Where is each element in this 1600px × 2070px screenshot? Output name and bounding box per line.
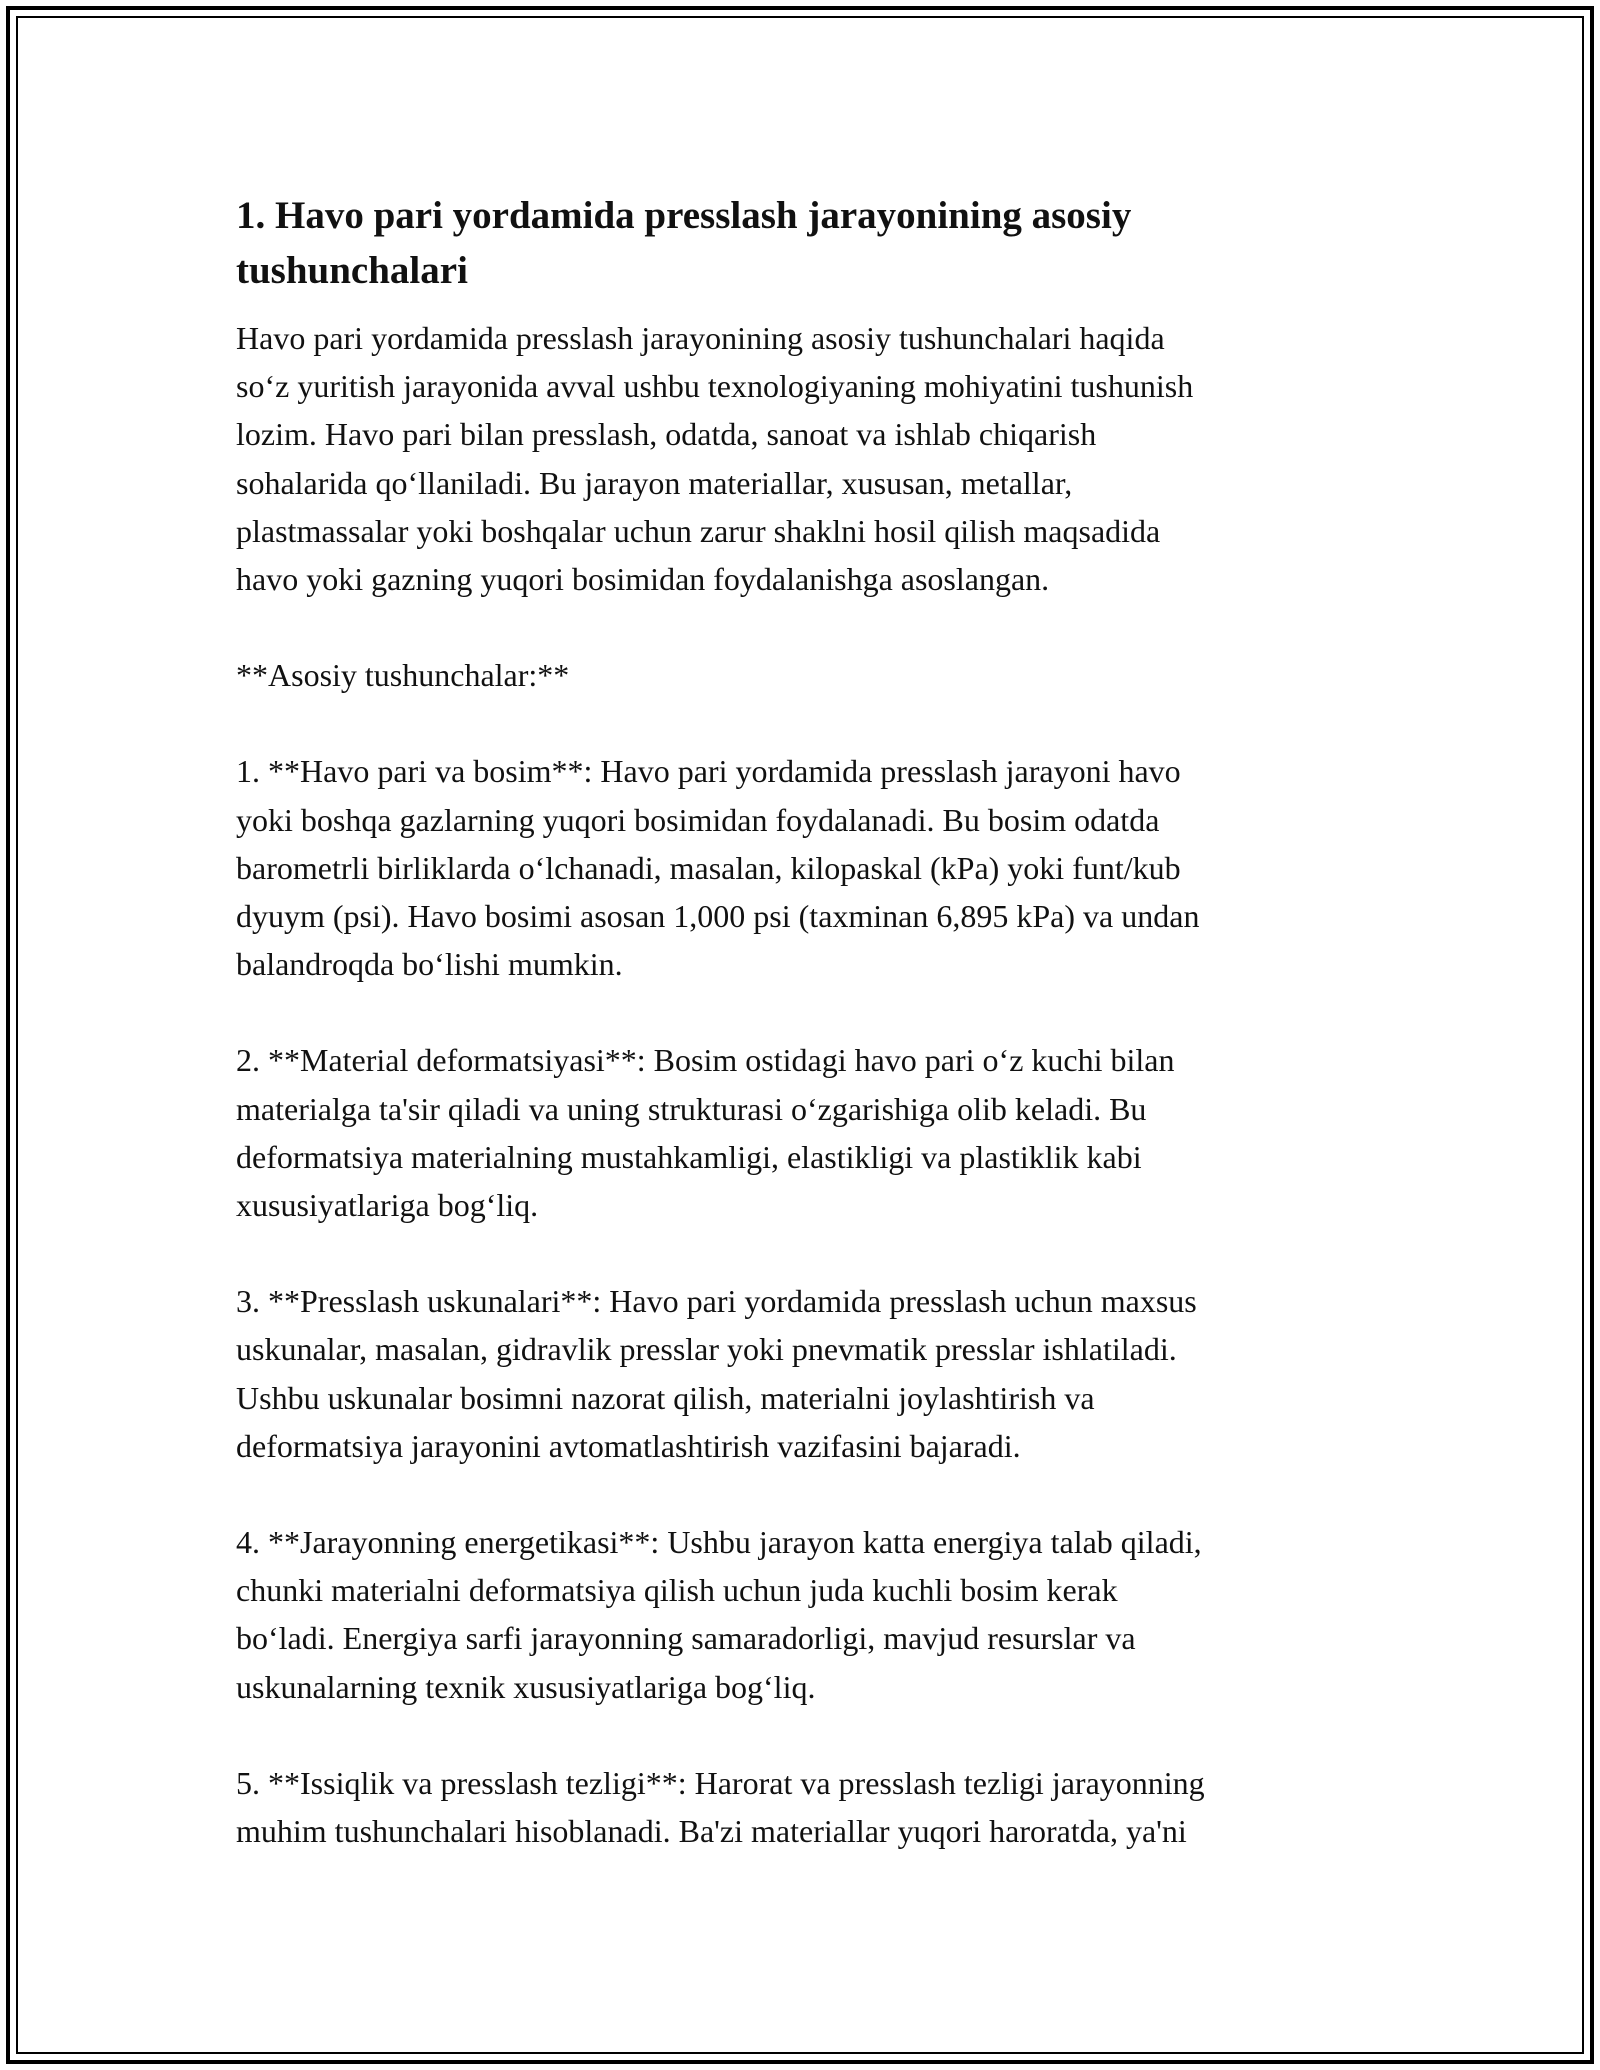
list-item-paragraph-3: 3. **Presslash uskunalari**: Havo pari yordamida presslash uchun maxsus uskunalar, masalan, gidravlik presslar yoki pnevmatik presslar ishlatiladi. Ushbu uskunalar bosimni nazorat qilish, materialni joylashtirish va deformatsiya jarayonini avtomatlashtirish vazifasini bajaradi.: [236, 1283, 1197, 1464]
section-heading-paragraph: **Asosiy tushunchalar:**: [236, 657, 570, 694]
document-body: [236, 188, 1366, 1903]
list-item-paragraph-5: 5. **Issiqlik va presslash tezligi**: Harorat va presslash tezligi jarayonning muhim tushunchalari hisoblanadi. Ba'zi materiallar yuqori haroratda, ya'ni: [236, 1764, 1205, 1850]
list-item-paragraph-1: 1. **Havo pari va bosim**: Havo pari yordamida presslash jarayoni havo yoki boshqa gazlarning yuqori bosimidan foydalanadi. Bu bosim odatda barometrli birliklarda o‘lchanadi, masalan, kilopaskal (kPa) yoki funt/kub dyuym (psi). Havo bosimi asosan 1,000 psi (taxminan 6,895 kPa) va undan balandroqda bo‘lishi mumkin.: [236, 753, 1200, 983]
document-title: 1. Havo pari yordamida presslash jarayonining asosiy tushunchalari: [236, 194, 1132, 292]
intro-paragraph: Havo pari yordamida presslash jarayonining asosiy tushunchalari haqida so‘z yuritish jarayonida avval ushbu texnologiyaning mohiyatini tushunish lozim. Havo pari bilan presslash, odatda, sanoat va ishlab chiqarish sohalarida qo‘llaniladi. Bu jarayon materiallar, xususan, metallar, plastmassalar yoki boshqalar uchun zarur shaklni hosil qilish maqsadida havo yoki gazning yuqori bosimidan foydalanishga asoslangan.: [236, 320, 1194, 598]
list-item-paragraph-4: 4. **Jarayonning energetikasi**: Ushbu jarayon katta energiya talab qiladi, chunki materialni deformatsiya qilish uchun juda kuchli bosim kerak bo‘ladi. Energiya sarfi jarayonning samaradorligi, mavjud resurslar va uskunalarning texnik xususiyatlariga bog‘liq.: [236, 1524, 1202, 1705]
list-item-paragraph-2: 2. **Material deformatsiyasi**: Bosim ostidagi havo pari o‘z kuchi bilan materialga ta'sir qiladi va uning strukturasi o‘zgarishiga olib keladi. Bu deformatsiya materialning mustahkamligi, elastikligi va plastiklik kabi xususiyatlariga bog‘liq.: [236, 1042, 1175, 1224]
